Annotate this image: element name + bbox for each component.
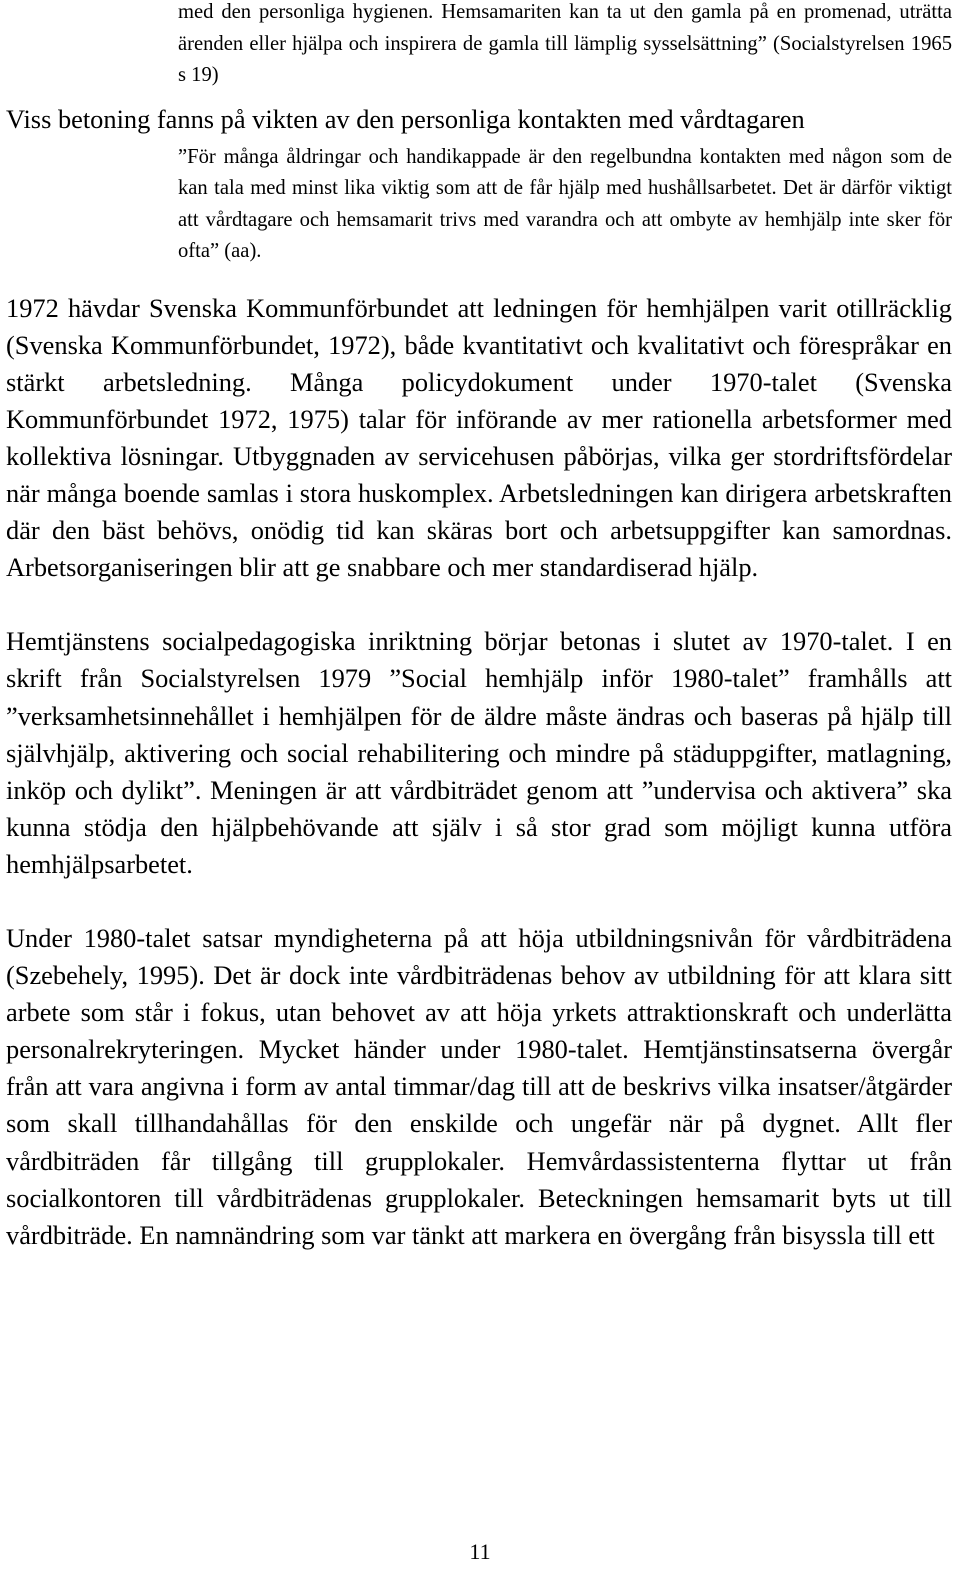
page-number: 11 xyxy=(469,1539,491,1564)
paragraph-1972: 1972 hävdar Svenska Kommunförbundet att ledningen för hemhjälpen varit otillräcklig (Svenska Kommunförbundet, 1972), både kvantitativt och kvalitativt och förespråkar en stärkt arbetsledning. Många policydokument under 1970-talet (Svenska Kommunförbundet 1972, 1975) talar för införande av mer rationella arbetsformer med kollektiva lösningar. Utbyggnaden av servicehusen påbörjas, vilka ger stordriftsfördelar när många boende samlas i stora huskomplex. Arbetsledningen kan dirigera arbetskraften där den bäst behövs, onödig tid kan skäras bort och arbetsuppgifter kan samordnas. Arbetsorganiseringen blir att ge snabbare och mer standardiserad hjälp. xyxy=(6,292,952,583)
paragraph-1980s: Under 1980-talet satsar myndigheterna på att höja utbildningsnivån för vårdbiträdena (Szebehely, 1995). Det är dock inte vårdbiträdenas behov av utbildning för att klara sitt arbete som står i fokus, utan behovet av att höja yrkets attraktionskraft och underlätta personalrekryteringen. Mycket händer under 1980-talet. Hemtjänstinsatserna övergår från att vara angivna i form av antal timmar/dag till att de beskrivs vilka insatser/åtgärder som skall tillhandahållas för den enskilde och ungefär när på dygnet. Allt fler vårdbiträden får tillgång till grupplokaler. Hemvårdassistenterna flyttar ut från socialkontoren till vårdbiträdenas grupplokaler. Beteckningen hemsamarit byts ut till vårdbiträde. En namnändring som var tänkt att markera en övergång från bisyssla till ett xyxy=(6,923,952,1250)
paragraph-hemtjanst-1970s: Hemtjänstens socialpedagogiska inriktning börjar betonas i slutet av 1970-talet. I en skrift från Socialstyrelsen 1979 ”Social hemhjälp inför 1980-talet” framhålls att ”verksamhetsinnehållet i hemhjälpen för de äldre måste ändras och baseras på hjälp till självhjälp, aktivering och social rehabilitering och mindre på städuppgifter, matlagning, inköp och dylikt”. Meningen är att vårdbiträdet genom att ”undervisa och aktivera” ska kunna stödja den hjälpbehövande att själv i så stor grad som möjligt kunna utföra hemhjälpsarbetet. xyxy=(6,626,952,879)
document-page xyxy=(6,0,952,1254)
paragraph-personal-contact: Viss betoning fanns på vikten av den personliga kontakten med vårdtagaren xyxy=(6,103,805,134)
block-quote-continuation: med den personliga hygienen. Hemsamariten kan ta ut den gamla på en promenad, uträtta ärenden eller hjälpa och inspirera de gamla till lämplig sysselsättning” (Socialstyrelsen 1965 s 19) xyxy=(178,1,952,86)
block-quote-contact: ”För många åldringar och handikappade är den regelbundna kontakten med någon som de kan tala med minst lika viktig som att de får hjälp med hushållsarbetet. Det är därför viktigt att vårdtagare och hemsamarit trivs med varandra och att ombyte av hemhjälp inte sker för ofta” (aa). xyxy=(178,145,952,263)
